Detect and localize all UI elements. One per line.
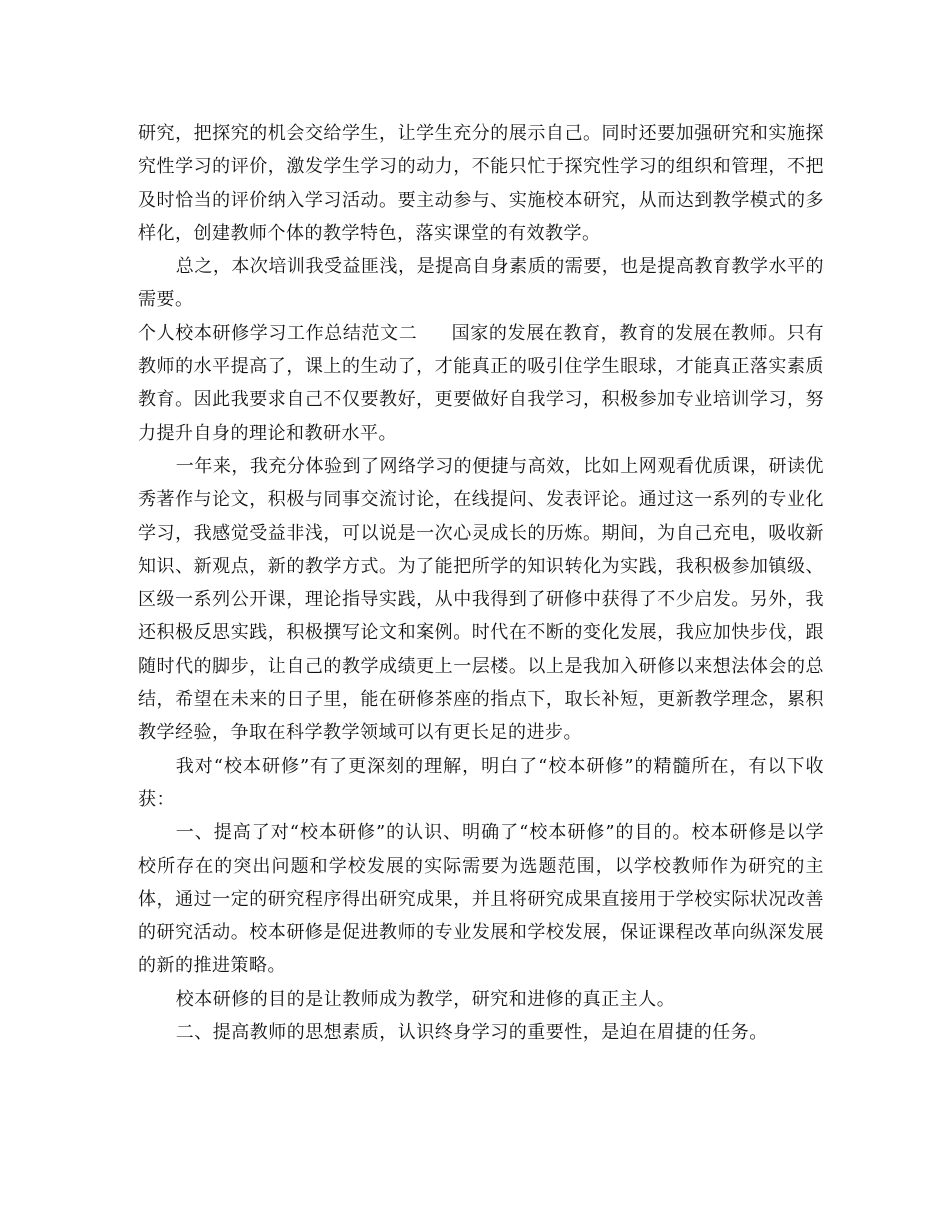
paragraph-1: 研究，把探究的机会交给学生，让学生充分的展示自己。同时还要加强研究和实施探究性学习的评价，激发学生学习的动力，不能只忙于探究性学习的组织和管理，不把及时恰当的评价纳入学习活动。要主动参与、实施校本研究，从而达到教学模式的多样化，创建教师个体的教学特色，落实课堂的有效教学。 [138,123,824,244]
paragraph-5: 我对“校本研修”有了更深刻的理解，明白了“校本研修”的精髓所在，有以下收获： [138,755,824,810]
paragraph-3-text: 国家的发展在教育，教育的发展在教师。只有教师的水平提高了，课上的生动了，才能真正的吸引住学生眼球，才能真正落实素质教育。因此我要求自己不仅要教好，更要做好自我学习，积极参加专业培训学习，努力提升自身的理论和教研水平。 [138,322,825,444]
paragraph-4: 一年来，我充分体验到了网络学习的便捷与高效，比如上网观看优质课，研读优秀著作与论文，积极与同事交流讨论，在线提问、发表评论。通过这一系列的专业化学习，我感觉受益非浅，可以说是一次心灵成长的历炼。期间，为自己充电，吸收新知识、新观点，新的教学方式。为了能把所学的知识转化为实践，我积极参加镇级、区级一系列公开课，理论指导实践，从中我得到了研修中获得了不少启发。另外，我还积极反思实践，积极撰写论文和案例。时代在不断的变化发展，我应加快步伐，跟随时代的脚步，让自己的教学成绩更上一层楼。以上是我加入研修以来想法体会的总结，希望在未来的日子里，能在研修茶座的指点下，取长补短，更新教学理念，累积教学经验，争取在科学教学领域可以有更长足的进步。 [138,455,824,744]
section-heading: 个人校本研修学习工作总结范文二 [138,322,418,344]
paragraph-2: 总之，本次培训我受益匪浅，是提高自身素质的需要，也是提高教育教学水平的需要。 [138,256,824,311]
paragraph-8: 二、提高教师的思想素质，认识终身学习的重要性，是迫在眉捷的任务。 [175,1022,768,1044]
paragraph-3 [138,317,824,450]
paragraph-6: 一、提高了对“校本研修”的认识、明确了“校本研修”的目的。校本研修是以学校所存在的突出问题和学校发展的实际需要为选题范围，以学校教师作为研究的主体，通过一定的研究程序得出研究成果，并且将研究成果直接用于学校实际状况改善的研究活动。校本研修是促进教师的专业发展和学校发展，保证课程改革向纵深发展的新的推进策略。 [138,822,824,977]
document-body [138,117,824,1049]
paragraph-7: 校本研修的目的是让教师成为教学，研究和进修的真正主人。 [175,988,676,1010]
